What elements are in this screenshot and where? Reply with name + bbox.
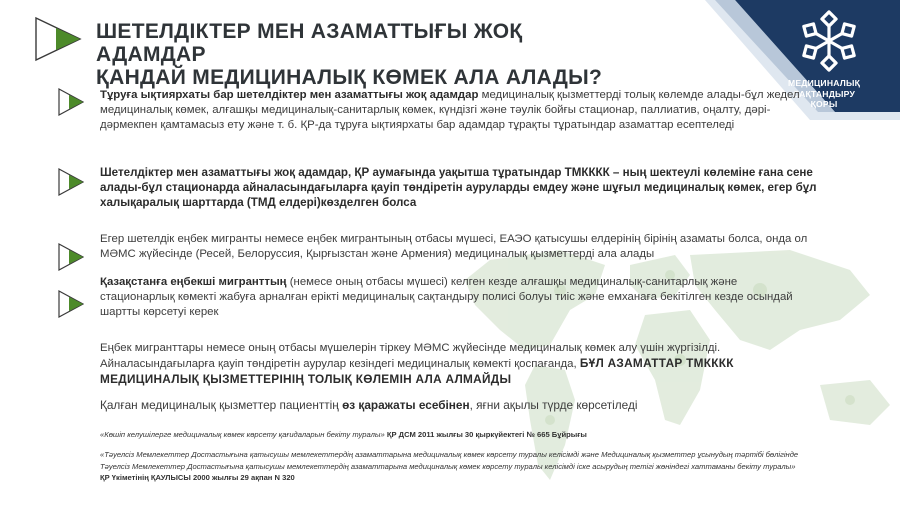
page-title: ШЕТЕЛДІКТЕР МЕН АЗАМАТТЫҒЫ ЖОҚ АДАМДАР ҚАНДАЙ МЕДИЦИНАЛЫҚ КӨМЕК АЛА АЛАДЫ? [96,20,603,89]
bullet-triangle-icon [58,168,84,196]
paragraph-residence-permit: Тұруға ықтиярхаты бар шетелдіктер мен азаматтығы жоқ адамдар медициналық қызметтерді толық көлемде алады-бұл жедел медициналық көмек, алғашқы медициналық-санитарлық көмек, күндізгі және тәулік бойғы стационар, паллиатив, оңалту, дәрі-дәрмекпен қамтамасыз ету және т. б. ҚР-да тұруға ықтиярхаты бар адамдар тұрақты тұратындар азаматтар есептеледі [100,89,800,131]
paragraph-labor-migrants-insurance: Қазақстанға еңбекші мигранттың (немесе оның отбасы мүшесі) келген кезде алғашқы медициналық-санитарлық және стационарлық көмекті жабуға арналған ерікті медициналық сақтандыру полисі болуы тиіс және емханаға бекітілген кезде осындай шартты көрсетуі керек [100,276,793,318]
paragraph-paid-services: Қалған медициналық қызметтер пациенттің өз қаражаты есебінен, яғни ақылы түрде көрсетіледі [100,398,638,412]
title-triangle-icon [34,16,84,62]
fund-logo-icon [796,8,862,74]
reference-order-665: «Көшіп келушілерге медициналық көмек көрсету қағидаларын бекіту туралы» ҚР ДСМ 2011 жылғы 30 қыркүйектегі № 665 Бұйрығы [100,430,587,439]
bullet-triangle-icon [58,243,84,271]
bullet-triangle-icon [58,290,84,318]
paragraph-eaeu-migrants: Егер шетелдік еңбек мигранты немесе еңбек мигрантының отбасы мүшесі, ЕАЭО қатысушы елдерінің бірінің азаматы болса, онда ол МӘМС жүйесінде (Ресей, Белоруссия, Қырғызстан және Армения) медициналық қызметтерді ала алады [100,233,808,260]
paragraph-temporary-residents: Шетелдіктер мен азаматтығы жоқ адамдар, ҚР аумағында уақытша тұратындар ТМКККК – ның шектеулі көлеміне ғана сене алады-бұл стационарда айналасындағыларға қауіп төндіретін ауруларды емдеу және шұғыл медициналық көмек, егер бұл халықаралық шарттарда (ТМД елдері)көзделген болса [100,166,817,209]
fund-logo-text: МЕДИЦИНАЛЫҚ САҚТАНДЫРУ ҚОРЫ [787,78,861,109]
paragraph-registration: Еңбек мигранттары немесе оның отбасы мүшелерін тіркеу МӘМС жүйесінде медициналық көмек алу үшін жүргізілді. Айналасындағыларға қауіп төндіретін аурулар кезіндегі медициналық көмекті қоспағанда, БҰЛ АЗАМАТТАР ТМКККК МЕДИЦИНАЛЫҚ ҚЫЗМЕТТЕРІНІҢ ТОЛЫҚ КӨЛЕМІН АЛА АЛМАЙДЫ [100,342,734,386]
reference-resolution-320: «Тәуелсіз Мемлекеттер Достастығына қатысушы мемлекеттердің азаматтарына медициналық көмек көрсету туралы келісімді және Медициналық қызметтер ұсынудың тәртібі бөлігінде Тәуелсіз Мемлекеттер Достастығына қатысушы мемлекеттердің азаматтарына медициналық көмек көрсету туралы келісімді іске асырудың тетігі жөніндегі хаттаманы бекіту туралы» ҚР Үкіметінің ҚАУЛЫСЫ 2000 жылғы 29 ақпан N 320 [100,450,799,482]
bullet-triangle-icon [58,88,84,116]
